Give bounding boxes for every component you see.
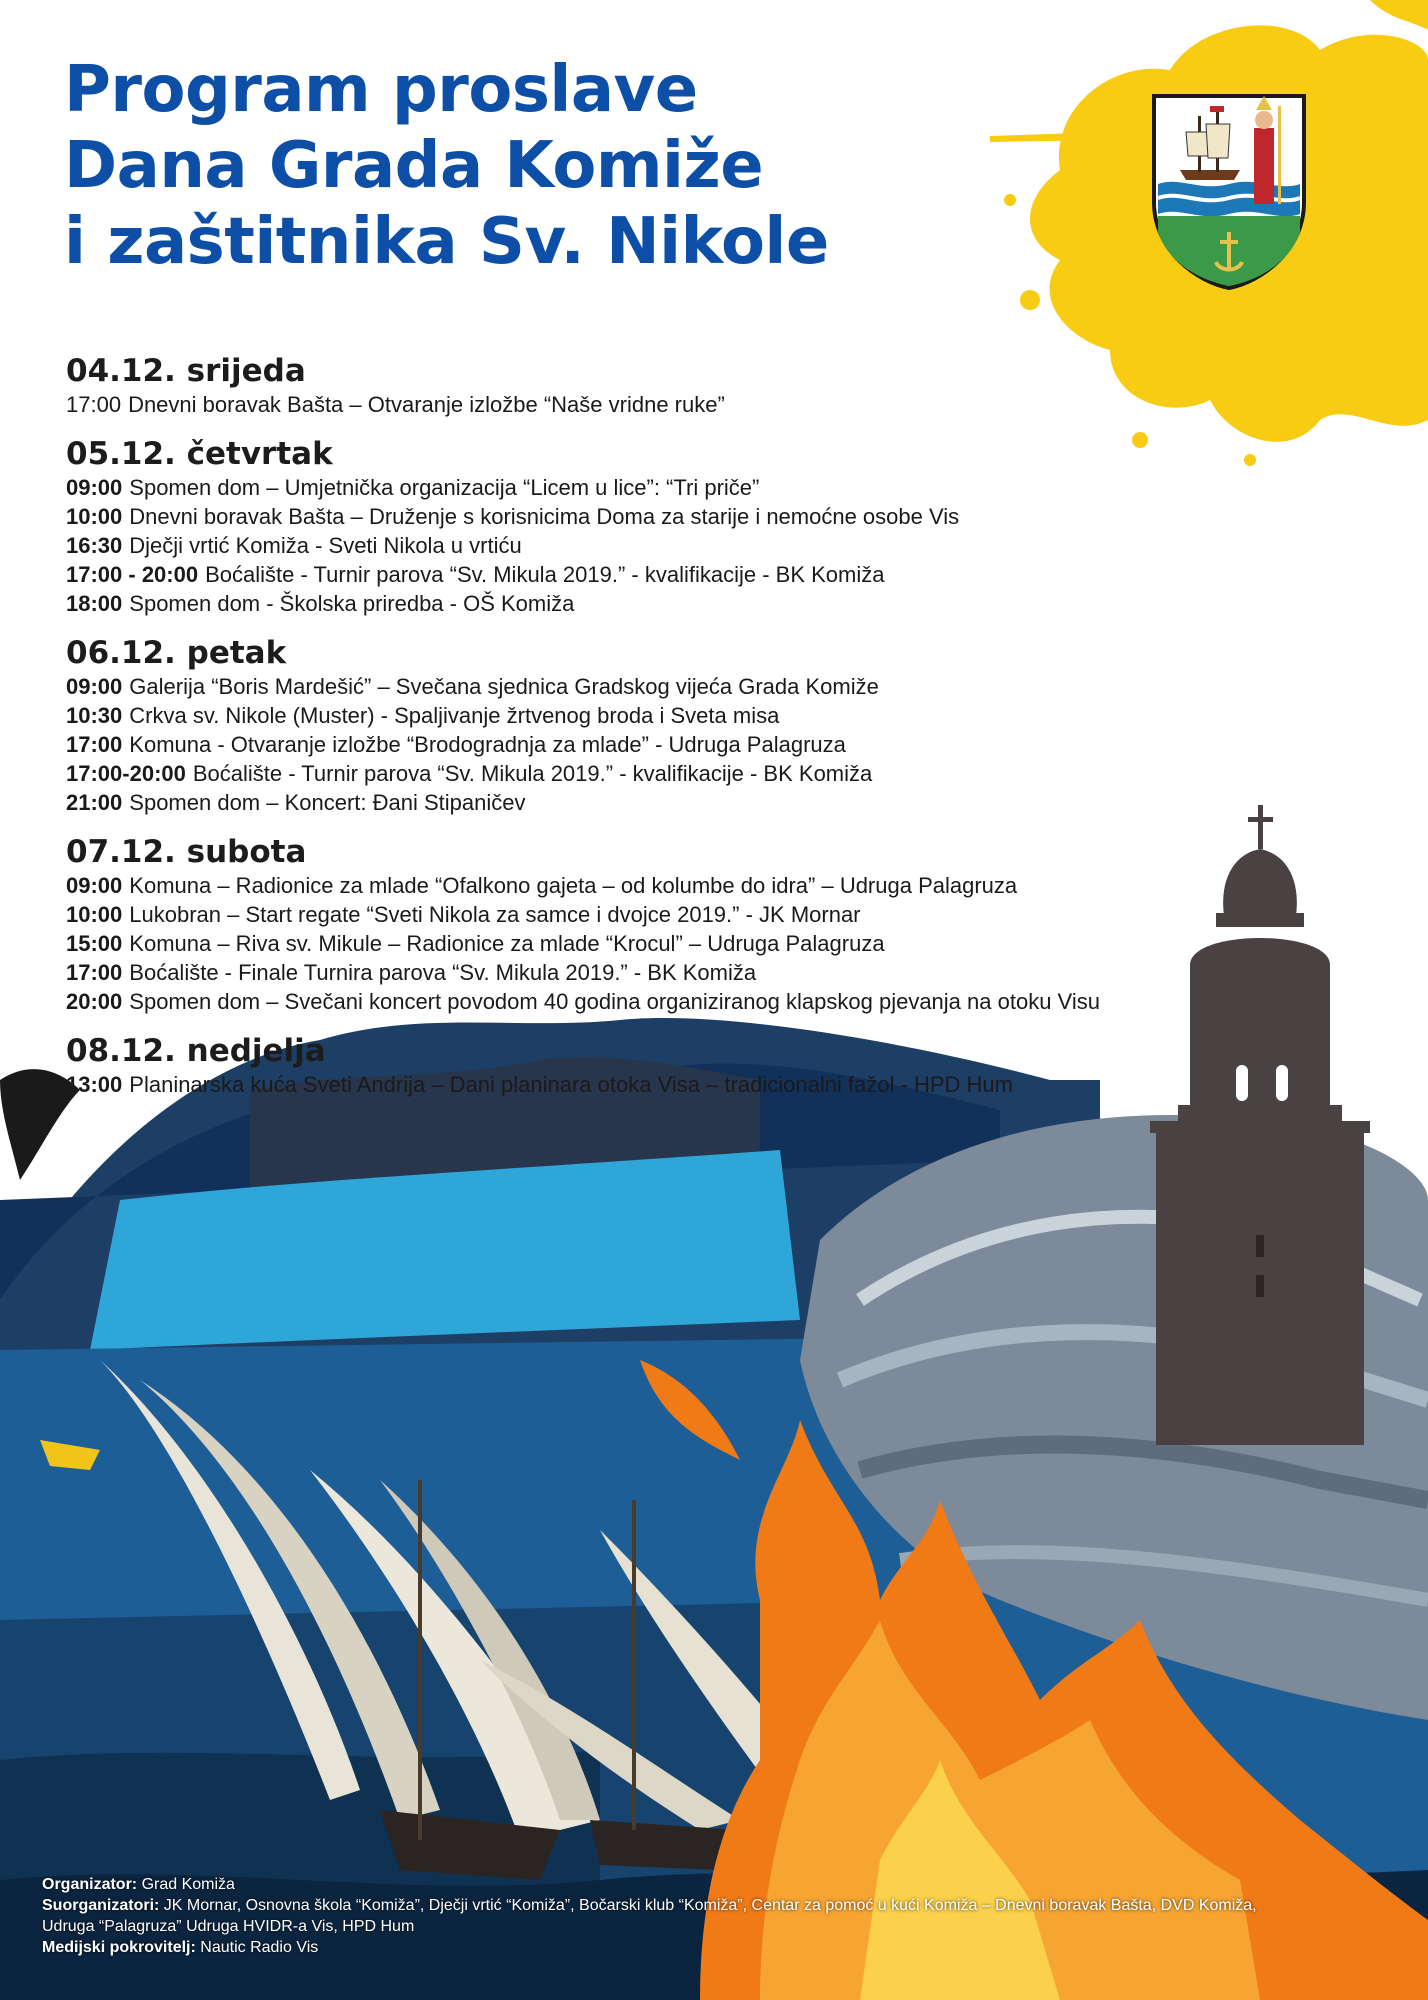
event-row (66, 560, 1226, 589)
event-row (66, 502, 1226, 531)
organizer-label: Organizator: (42, 1876, 138, 1893)
day-heading: 07.12. subota (66, 834, 307, 870)
page-title (64, 52, 829, 280)
event-row (66, 730, 1226, 759)
coorganizers-line (42, 1895, 1302, 1937)
coat-of-arms-icon (1150, 92, 1308, 292)
event-description: Spomen dom - Školska priredba - OŠ Komiža (129, 591, 575, 616)
media-sponsor-value: Nautic Radio Vis (200, 1939, 319, 1956)
event-time: 17:00 - 20:00 (66, 562, 199, 587)
title-line-1: Program proslave (64, 53, 698, 127)
day-heading: 08.12. nedjelja (66, 1033, 326, 1069)
event-schedule (66, 352, 1226, 1115)
event-time: 09:00 (66, 873, 123, 898)
event-row (66, 958, 1226, 987)
event-description: Crkva sv. Nikole (Muster) - Spaljivanje žrtvenog broda i Sveta misa (129, 703, 780, 728)
event-time: 10:00 (66, 902, 123, 927)
coorganizers-label: Suorganizatori: (42, 1897, 160, 1914)
event-row (66, 871, 1226, 900)
event-row (66, 390, 1226, 419)
event-time: 20:00 (66, 989, 123, 1014)
event-time: 15:00 (66, 931, 123, 956)
day-block (66, 435, 1226, 618)
event-row (66, 672, 1226, 701)
event-row (66, 987, 1226, 1016)
event-row (66, 900, 1226, 929)
event-description: Dnevni boravak Bašta – Druženje s korisnicima Doma za starije i nemoćne osobe Vis (129, 504, 960, 529)
event-row (66, 1070, 1226, 1099)
coorganizers-value: JK Mornar, Osnovna škola “Komiža”, Dječji vrtić “Komiža”, Bočarski klub “Komiža”, Centar za pomoć u kući Komiža – Dnevni boravak Bašta, DVD Komiža, Udruga “Palagruza” Udruga HVIDR-a Vis, HPD Hum (42, 1897, 1257, 1935)
event-row (66, 531, 1226, 560)
media-sponsor-label: Medijski pokrovitelj: (42, 1939, 196, 1956)
event-description: Boćalište - Finale Turnira parova “Sv. Mikula 2019.” - BK Komiža (129, 960, 757, 985)
event-description: Galerija “Boris Mardešić” – Svečana sjednica Gradskog vijeća Grada Komiže (129, 674, 879, 699)
event-row (66, 788, 1226, 817)
event-time: 10:00 (66, 504, 123, 529)
day-block (66, 634, 1226, 817)
event-time: 10:30 (66, 703, 123, 728)
event-description: Komuna – Riva sv. Mikule – Radionice za mlade “Krocul” – Udruga Palagruza (129, 931, 885, 956)
day-block (66, 1032, 1226, 1099)
event-description: Boćalište - Turnir parova “Sv. Mikula 2019.” - kvalifikacije - BK Komiža (205, 562, 885, 587)
day-block (66, 352, 1226, 419)
event-description: Komuna – Radionice za mlade “Ofalkono gajeta – od kolumbe do idra” – Udruga Palagruza (129, 873, 1018, 898)
event-time: 17:00 (66, 732, 123, 757)
event-description: Lukobran – Start regate “Sveti Nikola za samce i dvojce 2019.” - JK Mornar (129, 902, 861, 927)
organizer-value: Grad Komiža (141, 1876, 235, 1893)
event-time: 21:00 (66, 790, 123, 815)
event-time: 18:00 (66, 591, 123, 616)
event-row (66, 701, 1226, 730)
event-time: 17:00-20:00 (66, 761, 186, 786)
credits-footer (42, 1874, 1302, 1958)
event-time: 17:00 (66, 960, 123, 985)
event-description: Spomen dom – Umjetnička organizacija “Licem u lice”: “Tri priče” (129, 475, 760, 500)
title-line-2: Dana Grada Komiže (64, 129, 764, 203)
event-row (66, 589, 1226, 618)
event-description: Spomen dom – Svečani koncert povodom 40 godina organiziranog klapskog pjevanja na otoku Visu (129, 989, 1100, 1014)
event-time: 09:00 (66, 475, 123, 500)
event-row (66, 929, 1226, 958)
day-heading: 04.12. srijeda (66, 353, 306, 389)
event-description: Spomen dom – Koncert: Đani Stipaničev (129, 790, 526, 815)
day-heading: 06.12. petak (66, 635, 287, 671)
event-row (66, 473, 1226, 502)
day-heading: 05.12. četvrtak (66, 436, 333, 472)
event-description: Boćalište - Turnir parova “Sv. Mikula 2019.” - kvalifikacije - BK Komiža (192, 761, 873, 786)
event-description: Planinarska kuća Sveti Andrija – Dani planinara otoka Visa – tradicionalni fažol - HPD Hum (129, 1072, 1013, 1097)
event-time: 09:00 (66, 674, 123, 699)
day-block (66, 833, 1226, 1016)
event-time: 17:00 (66, 392, 122, 417)
event-description: Dječji vrtić Komiža - Sveti Nikola u vrtiću (129, 533, 522, 558)
event-time: 16:30 (66, 533, 123, 558)
event-description: Dnevni boravak Bašta – Otvaranje izložbe “Naše vridne ruke” (128, 392, 725, 417)
organizer-line (42, 1874, 1302, 1895)
event-time: 13:00 (66, 1072, 123, 1097)
title-line-3: i zaštitnika Sv. Nikole (64, 205, 829, 279)
media-sponsor-line (42, 1937, 1302, 1958)
event-row (66, 759, 1226, 788)
event-description: Komuna - Otvaranje izložbe “Brodogradnja za mlade” - Udruga Palagruza (129, 732, 846, 757)
